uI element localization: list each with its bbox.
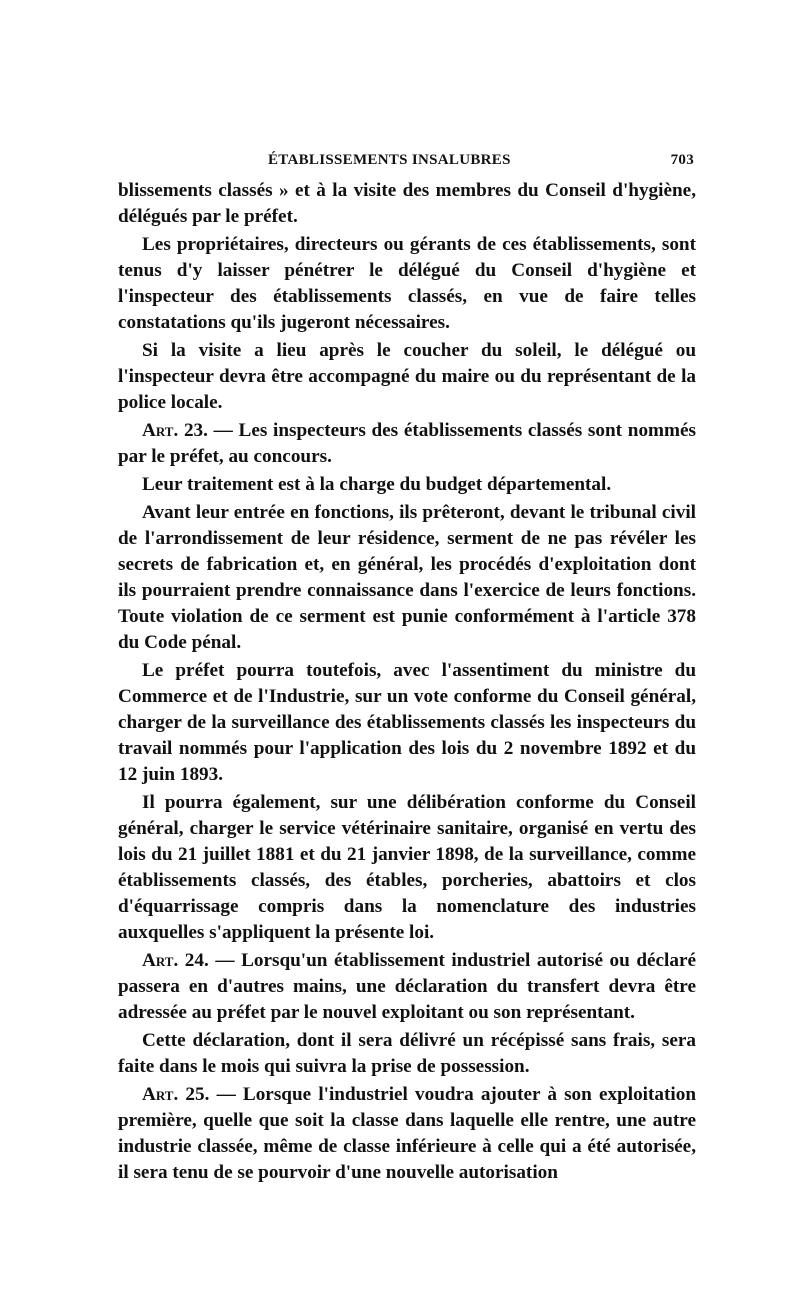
- paragraph: [118, 232, 696, 336]
- article-label: Art. 24.: [142, 950, 209, 971]
- article-label: Art. 23.: [142, 420, 208, 441]
- article-paragraph: [118, 418, 696, 470]
- article-paragraph: [118, 948, 696, 1026]
- paragraph: [118, 500, 696, 656]
- paragraph-text: Si la visite a lieu après le coucher du soleil, le délégué ou l'inspecteur devra être accompagné du maire ou du représentant de la police locale.: [118, 340, 696, 413]
- body-text: [118, 178, 696, 1186]
- paragraph-text: Les propriétaires, directeurs ou gérants de ces établissements, sont tenus d'y laisser pénétrer le délégué du Conseil d'hygiène et l'inspecteur des établissements classés, en vue de faire telles constatations qu'ils jugeront nécessaires.: [118, 234, 696, 333]
- paragraph-text: blissements classés » et à la visite des membres du Conseil d'hygiène, délégués par le préfet.: [118, 180, 696, 227]
- paragraph: [118, 1028, 696, 1080]
- paragraph-text: — Lorsqu'un établissement industriel autorisé ou déclaré passera en d'autres mains, une déclaration du transfert devra être adressée au préfet par le nouvel exploitant ou son représentant.: [118, 950, 696, 1023]
- paragraph-text: — Les inspecteurs des établissements classés sont nommés par le préfet, au concours.: [118, 420, 696, 467]
- paragraph-text: Leur traitement est à la charge du budget départemental.: [142, 474, 612, 495]
- paragraph-text: Le préfet pourra toutefois, avec l'assentiment du ministre du Commerce et de l'Industrie, sur un vote conforme du Conseil général, charger de la surveillance des établissements classés les inspecteurs du travail nommés pour l'application des lois du 2 novembre 1892 et du 12 juin 1893.: [118, 660, 696, 785]
- page-number: 703: [670, 152, 694, 168]
- paragraph-text: Avant leur entrée en fonctions, ils prêteront, devant le tribunal civil de l'arrondissement de leur résidence, serment de ne pas révéler les secrets de fabrication et, en général, les procédés d'exploitation dont ils pourraient prendre connaissance dans l'exercice de leurs fonctions. Toute violation de ce serment est punie conformément à l'article 378 du Code pénal.: [118, 502, 696, 653]
- running-title: ÉTABLISSEMENTS INSALUBRES: [268, 152, 511, 168]
- paragraph: [118, 790, 696, 946]
- book-page: [118, 150, 696, 1188]
- paragraph-text: — Lorsque l'industriel voudra ajouter à son exploitation première, quelle que soit la classe dans laquelle elle rentre, une autre industrie classée, même de classe inférieure à celle qui a été autorisée, il sera tenu de se pourvoir d'une nouvelle autorisation: [118, 1084, 696, 1183]
- paragraph: [118, 338, 696, 416]
- running-header: [118, 150, 696, 176]
- paragraph: [118, 658, 696, 788]
- article-label: Art. 25.: [142, 1084, 210, 1105]
- paragraph-text: Cette déclaration, dont il sera délivré un récépissé sans frais, sera faite dans le mois qui suivra la prise de possession.: [118, 1030, 696, 1077]
- article-paragraph: [118, 1082, 696, 1186]
- paragraph-text: Il pourra également, sur une délibération conforme du Conseil général, charger le service vétérinaire sanitaire, organisé en vertu des lois du 21 juillet 1881 et du 21 janvier 1898, de la surveillance, comme établissements classés, des étables, porcheries, abattoirs et clos d'équarrissage compris dans la nomenclature des industries auxquelles s'appliquent la présente loi.: [118, 792, 696, 943]
- paragraph: [118, 472, 696, 498]
- paragraph: [118, 178, 696, 230]
